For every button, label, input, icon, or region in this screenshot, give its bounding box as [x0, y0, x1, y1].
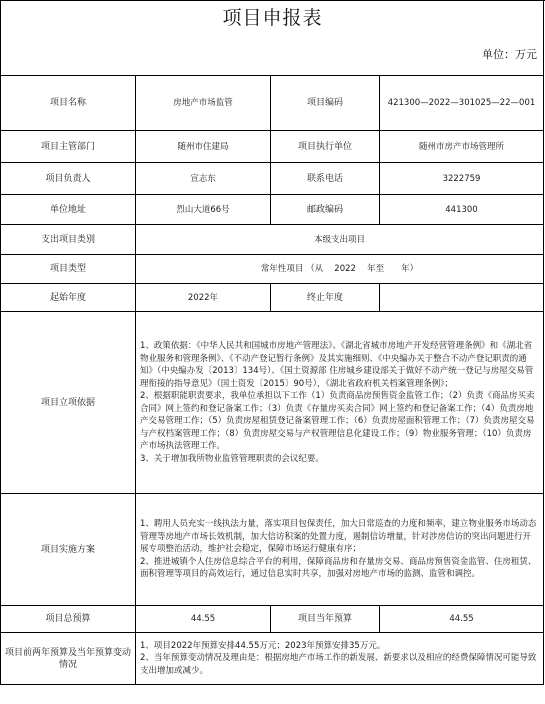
phone-value: 3222759	[380, 163, 544, 195]
current-budget-value: 44.55	[380, 606, 544, 633]
table-row	[1, 225, 544, 255]
dept-label: 项目主管部门	[1, 131, 136, 163]
start-year-label: 起始年度	[1, 284, 136, 312]
table-row	[1, 76, 544, 131]
phone-label: 联系电话	[271, 163, 380, 195]
address-value: 烈山大道66号	[136, 195, 271, 225]
current-budget-label: 项目当年预算	[271, 606, 380, 633]
owner-value: 宣志东	[136, 163, 271, 195]
table-row	[1, 195, 544, 225]
table-row	[1, 131, 544, 163]
plan-paragraph-2: 2、推进城镇个人住房信息综合平台的利用，保障商品房和存量房交易、商品房预售资金监管、住房租赁、面积管理等项目的高效运行，通过信息实时共享，加强对房地产市场的监测、监管和调控。	[140, 556, 537, 580]
table-row	[1, 284, 544, 312]
project-code-label: 项目编码	[271, 76, 380, 131]
budget-change-paragraph-2: 2、当年预算变动情况及理由是：根据房地产市场工作的新发展、新要求以及相应的经费保障情况可能导致支出增加或减少。	[140, 653, 537, 676]
plan-paragraph-1: 1、聘用人员充实一线执法力量，落实项目包保责任，加大日常巡查的力度和频率，建立物业服务市场动态管理等房地产市场长效机制，加大信访积案的处置力度，遏制信访增量，针对涉房信访的突出问题进行开展专项整治活动，维护社会稳定，保障市场运行健康有序；	[140, 519, 537, 555]
total-budget-value: 44.55	[136, 606, 271, 633]
project-name-label: 项目名称	[1, 76, 136, 131]
zip-value: 441300	[380, 195, 544, 225]
basis-paragraph-2: 2、根据职能职责要求，我单位承担以下工作（1）负责商品房预售资金监管工作；（2）负责《商品房买卖合同》网上签约和登记备案工作；（3）负责《存量房买卖合同》网上签约和登记备案工作；（4）负责房地产交易管理工作；（5）负责房屋租赁登记备案管理工作；（6）负责房屋面积管理工作；（7）负责房屋交易与产权档案管理工作；（8）负责房屋交易与产权管理信息化建设工作；（9）物业服务管理；（10）负责房产市场执法管理工作。	[140, 391, 535, 451]
plan-label: 项目实施方案	[1, 494, 136, 606]
page-title: 项目申报表	[222, 7, 323, 29]
expense-category-label: 支出项目类别	[1, 225, 136, 255]
table-row	[1, 606, 544, 633]
basis-paragraph-1: 1、政策依据：《中华人民共和国城市房地产管理法》、《湖北省城市房地产开发经营管理条例》和《湖北省物业服务和管理条例》、《不动产登记暂行条例》及其实施细则、《中央编办关于整合不动产登记职责的通知》（中央编办发〔2013〕134号）、《国土资源部 住房城乡建设部关于做好不动产统一登记与房屋交易管理衔接的指导意见》（国土资发〔2015〕90号），《湖北省政府机关档案管理条例》；	[140, 341, 534, 389]
exec-unit-label: 项目执行单位	[271, 131, 380, 163]
end-year-label: 终止年度	[271, 284, 380, 312]
project-type-value: 常年性项目 （从 2022 年至 年）	[136, 255, 544, 284]
dept-value: 随州市住建局	[136, 131, 271, 163]
exec-unit-value: 随州市房产市场管理所	[380, 131, 544, 163]
table-row	[1, 163, 544, 195]
project-type-label: 项目类型	[1, 255, 136, 284]
project-application-table	[0, 75, 544, 685]
plan-content	[136, 494, 544, 606]
table-row	[1, 633, 544, 685]
unit-label: 单位：万元	[482, 48, 537, 61]
start-year-value: 2022年	[136, 284, 271, 312]
table-row	[1, 255, 544, 284]
address-label: 单位地址	[1, 195, 136, 225]
budget-change-content	[136, 633, 544, 685]
frame-top-border	[0, 0, 545, 1]
project-code-value: 421300—2022—301025—22—001	[380, 76, 544, 131]
end-year-value	[380, 284, 544, 312]
budget-change-label: 项目前两年预算及当年预算变动情况	[1, 633, 136, 685]
total-budget-label: 项目总预算	[1, 606, 136, 633]
owner-label: 项目负责人	[1, 163, 136, 195]
basis-paragraph-3: 3、关于增加我所物业监管管理职责的会议纪要。	[140, 453, 324, 464]
zip-label: 邮政编码	[271, 195, 380, 225]
basis-content	[136, 312, 544, 494]
expense-category-value: 本级支出项目	[136, 225, 544, 255]
basis-label: 项目立项依据	[1, 312, 136, 494]
table-row	[1, 312, 544, 494]
table-row	[1, 494, 544, 606]
project-name-value: 房地产市场监管	[136, 76, 271, 131]
budget-change-paragraph-1: 1、项目2022年预算安排44.55万元；2023年预算安排35万元。	[140, 640, 386, 651]
